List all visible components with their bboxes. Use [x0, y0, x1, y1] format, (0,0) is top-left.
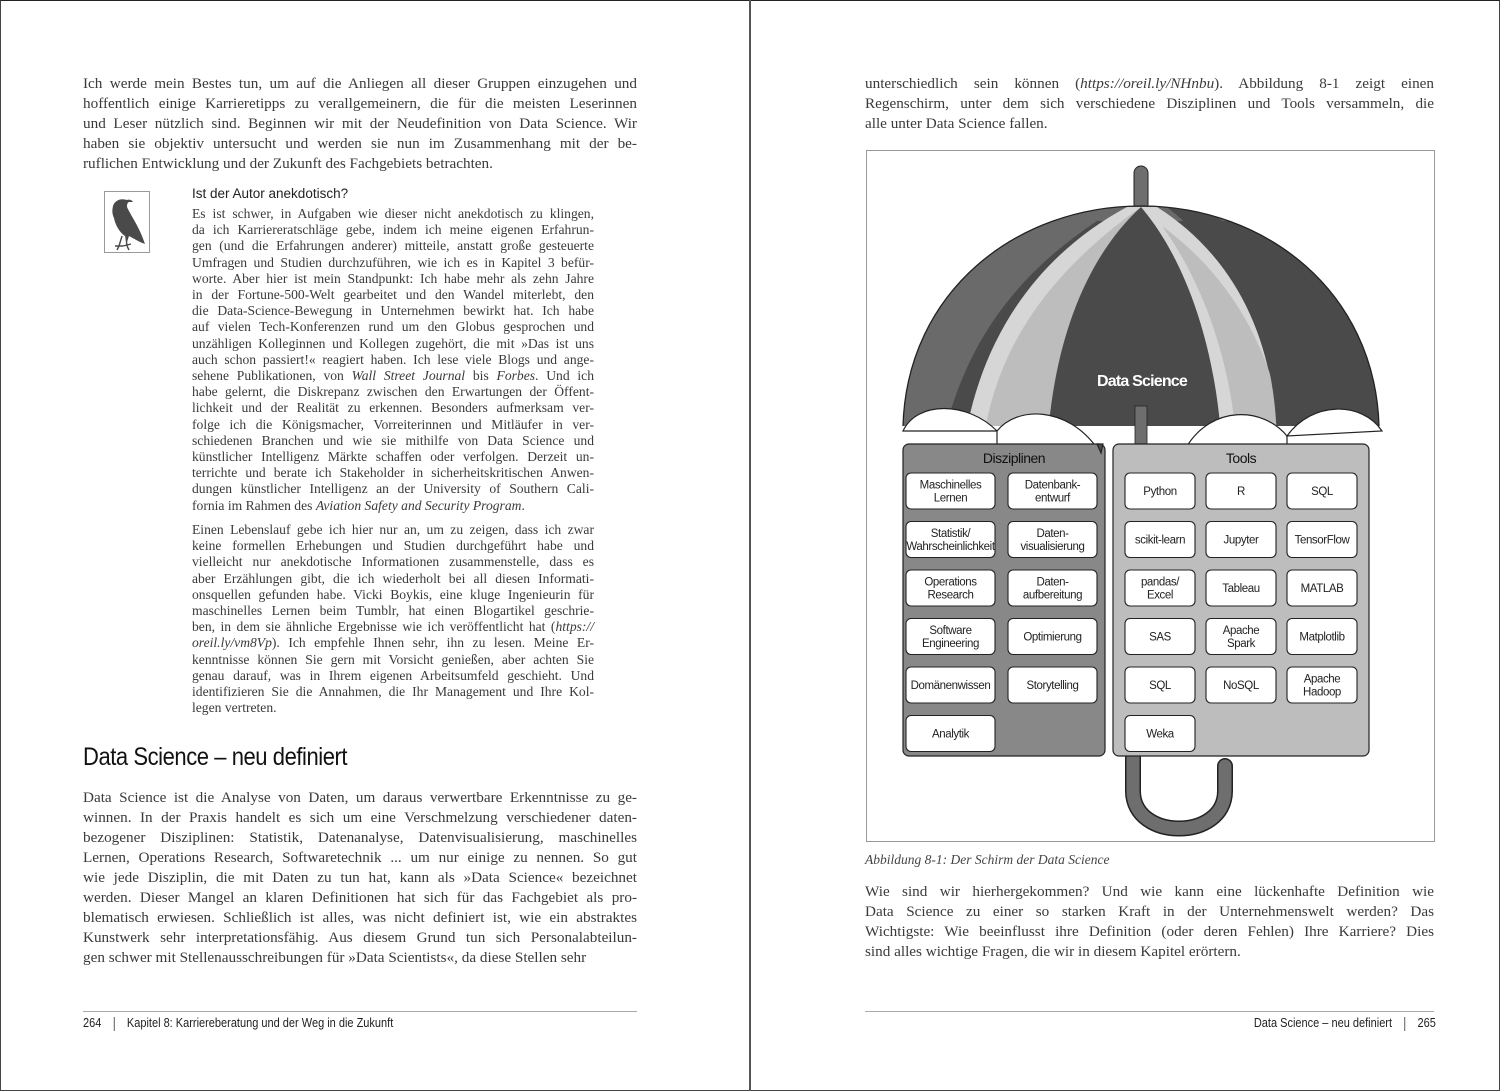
- page-number: 264: [83, 1016, 102, 1030]
- text-line: Kunstwerk sehr interpretationsfähig. Aus diesem Grund tun sich Personalabteilun-: [83, 929, 637, 946]
- discipline-box: [906, 570, 995, 606]
- running-header-chapter: Kapitel 8: Karriereberatung und der Weg in die Zukunft: [126, 1016, 394, 1030]
- tool-box: [1287, 473, 1357, 509]
- text-line: in der Fortune-500-Welt gearbeitet und den Wandel miterlebt, den: [192, 287, 594, 303]
- discipline-box: [1008, 570, 1097, 606]
- tool-box: [1206, 667, 1276, 703]
- box-label: Apache: [1222, 625, 1260, 637]
- text-line: fornia im Rahmen des Aviation Safety and Security Program.: [192, 497, 525, 513]
- footer-separator: [1404, 1017, 1405, 1031]
- text-line: und Leser nützlich sind. Beginnen wir mit der Neudefinition von Data Science. Wir: [83, 115, 637, 132]
- note-icon-box: [104, 191, 150, 253]
- box-label: Jupyter: [1223, 534, 1259, 547]
- tool-box: [1287, 522, 1357, 558]
- text-line: sind alles wichtige Fragen, die wir in diesem Kapitel erörtern.: [865, 943, 1241, 960]
- box-label: Maschinelles: [919, 479, 982, 492]
- tool-box: [1125, 570, 1195, 606]
- left-page: [0, 0, 749, 1091]
- discipline-box: [1008, 473, 1097, 509]
- umbrella-label: Data Science: [1096, 373, 1188, 390]
- text-line: werden. Dieser Mangel an klaren Definitionen hat sich für das Fachgebiet als pro-: [83, 889, 637, 906]
- tool-box: [1125, 473, 1195, 509]
- section-paragraph: [83, 788, 637, 968]
- text-line: bezogener Disziplinen: Statistik, Datenanalyse, Datenvisualisierung, maschinelles: [83, 829, 637, 846]
- text-line: Es ist schwer, in Aufgaben wie dieser nicht anekdotisch zu klingen,: [192, 206, 594, 221]
- discipline-box: [906, 473, 995, 509]
- umbrella-diagram: [867, 151, 1434, 841]
- text-line: aber Erzählungen gibt, die ich wiederholt bei all diesen Informati-: [192, 570, 594, 586]
- text-line: onsquellen gefunden habe. Vicki Boykis, eine kluge Ingenieurin für: [192, 586, 594, 602]
- text-line: ben, in dem sie ähnliche Ergebnisse wie ich veröffentlicht hat (https://: [192, 619, 594, 635]
- box-label: Daten-: [1036, 576, 1069, 589]
- box-label: Tableau: [1222, 583, 1260, 595]
- discipline-box: [1008, 522, 1097, 558]
- text-line: Data Science ist die Analyse von Daten, um daraus verwertbare Erkenntnisse zu ge-: [83, 789, 637, 806]
- tool-box: [1125, 667, 1195, 703]
- tool-box: [1287, 570, 1357, 606]
- text-line: terrichte und berate ich Stakeholder in sicherheitskritischen Anwen-: [192, 465, 594, 481]
- page-footer-right: [1254, 1016, 1436, 1031]
- text-line: Wichtigste: Wie beeinflusst ihre Definition (oder deren Fehlen) Ihre Karriere? Dies: [865, 923, 1434, 940]
- box-label: Matplotlib: [1299, 631, 1345, 644]
- text-line: lichkeit und der Realität zu erkennen. Besonders aufmerksam ver-: [192, 400, 594, 416]
- text-line: identifizieren Sie die Annahmen, die Ihr Management und Ihre Kol-: [192, 684, 594, 700]
- disciplines-title: Disziplinen: [982, 450, 1046, 466]
- text-line: maschinelles Lernen beim Tumblr, hat einen Blogartikel geschrie-: [192, 603, 594, 619]
- box-label: Statistik/: [930, 528, 971, 540]
- text-line: Wie sind wir hierhergekommen? Und wie kann eine lückenhafte Definition wie: [865, 883, 1434, 900]
- box-label: SAS: [1149, 631, 1171, 644]
- box-label: Domänenwissen: [910, 680, 991, 692]
- page-number: 265: [1417, 1016, 1436, 1030]
- text-line: oreil.ly/vm8Vp). Ich empfehle Ihnen sehr, ihn zu lesen. Meine Er-: [192, 635, 594, 651]
- tools-title: Tools: [1225, 450, 1257, 466]
- text-line: unzähligen Kolleginnen und Kollegen zugehört, die mit »Das ist uns: [192, 335, 594, 351]
- page-footer: [83, 1016, 393, 1031]
- box-label: Operations: [924, 576, 977, 589]
- text-line: keine formellen Erhebungen und Studien durchgeführt habe und: [192, 538, 594, 554]
- box-label: Datenbank-: [1024, 479, 1081, 492]
- tool-box: [1125, 716, 1195, 752]
- box-label: Wahrscheinlichkeit: [906, 541, 995, 553]
- box-label: NoSQL: [1223, 680, 1259, 692]
- text-line: legen vertreten.: [192, 700, 277, 716]
- note-paragraph-1: [192, 206, 594, 514]
- tool-box: [1206, 619, 1276, 655]
- figure-caption: Abbildung 8-1: Der Schirm der Data Science: [865, 852, 1110, 867]
- tool-box: [1125, 619, 1195, 655]
- text-line: Ich werde mein Bestes tun, um auf die Anliegen all dieser Gruppen einzugehen und: [83, 75, 637, 92]
- note-title: Ist der Autor anekdotisch?: [192, 186, 349, 201]
- figure-umbrella: [866, 150, 1435, 842]
- tool-box: [1206, 522, 1276, 558]
- text-line: auf vielen Tech-Konferenzen rund um den Globus gesprochen und: [192, 319, 594, 335]
- tool-box: [1206, 473, 1276, 509]
- tool-box: [1287, 619, 1357, 655]
- tool-box: [1125, 522, 1195, 558]
- box-label: Daten-: [1036, 528, 1069, 540]
- box-label: MATLAB: [1300, 583, 1344, 595]
- text-line: haben sie objektiv untersucht und werden sie nun im Zusammenhang mit der be-: [83, 135, 637, 152]
- box-label: Lernen: [933, 492, 968, 505]
- text-line: blematisch erwiesen. Schließlich ist alles, was nicht definiert ist, wie ein abstraktes: [83, 909, 637, 926]
- tool-box: [1287, 667, 1357, 703]
- box-label: aufbereitung: [1022, 589, 1083, 602]
- text-line: folge ich die Königsmacher, Vorreiterinnen und Mitläufer in ver-: [192, 416, 594, 432]
- footer-separator: [114, 1017, 115, 1031]
- box-label: TensorFlow: [1294, 534, 1350, 547]
- text-line: genau darauf, was in Ihrem eigenen Arbeitsumfeld geschieht. Und: [192, 667, 594, 683]
- discipline-box: [906, 619, 995, 655]
- box-label: SQL: [1149, 680, 1171, 692]
- text-line: ruflichen Entwicklung und der Zukunft des Fachgebiets betrachten.: [83, 155, 493, 172]
- box-label: entwurf: [1035, 492, 1070, 505]
- intro-paragraph: [865, 74, 1434, 134]
- text-line: da ich Karriereratschläge gebe, indem ich meine eigenen Erfahrun-: [192, 222, 594, 238]
- note-paragraph-2: [192, 522, 594, 716]
- box-label: Research: [927, 589, 974, 602]
- text-line: Data Science zu einer so starken Kraft in der Unternehmenswelt werden? Das: [865, 903, 1434, 920]
- text-line: wie jede Disziplin, die mit Daten zu tun hat, kann als »Data Science« bezeichnet: [83, 869, 637, 886]
- text-line: Umfragen und Studien durchzuführen, wie ich es in Kapitel 3 befür-: [192, 254, 594, 270]
- discipline-box: [1008, 667, 1097, 703]
- box-label: visualisierung: [1020, 541, 1085, 553]
- text-line: vielleicht nur anekdotische Informationen zusammenstelle, dass es: [192, 554, 594, 570]
- text-line: Regenschirm, unter dem sich verschiedene Disziplinen und Tools versammeln, die: [865, 95, 1434, 112]
- footer-rule-right: [865, 1011, 1434, 1012]
- text-line: auch schon passiert!« reagiert haben. Ich lese viele Blogs und ange-: [192, 351, 594, 367]
- tool-box: [1206, 570, 1276, 606]
- discipline-box: [906, 667, 995, 703]
- closing-paragraph: [865, 882, 1434, 962]
- text-line: dungen künstlicher Intelligenz an der University of Southern Cali-: [192, 481, 594, 497]
- box-label: Apache: [1303, 673, 1341, 686]
- intro-paragraph: [83, 74, 637, 174]
- box-label: Engineering: [922, 638, 979, 650]
- text-line: die Data-Science-Bewegung in Unternehmen bewirkt hat. Ich habe: [192, 303, 594, 319]
- text-line: hoffentlich einige Karrieretipps zu verallgemeinern, die für die meisten Leserinnen: [83, 95, 637, 112]
- box-label: Weka: [1146, 728, 1174, 741]
- text-line: schiedenen Branchen und wie sie mithilfe von Data Science und: [192, 432, 594, 448]
- box-label: Hadoop: [1303, 686, 1341, 699]
- box-label: Software: [929, 625, 972, 637]
- box-label: pandas/: [1140, 576, 1180, 589]
- box-label: scikit-learn: [1134, 534, 1186, 547]
- text-line: Lernen, Operations Research, Softwaretechnik ... um nur einige zu nennen. So gut: [83, 849, 637, 866]
- box-label: Analytik: [931, 728, 970, 741]
- umbrella-tip: [1134, 166, 1148, 211]
- box-label: Excel: [1146, 589, 1174, 602]
- footer-rule: [83, 1011, 637, 1012]
- text-line: winnen. In der Praxis handelt es sich um eine Verschmelzung verschiedener daten-: [83, 809, 637, 826]
- box-label: Storytelling: [1026, 680, 1079, 692]
- crow-icon: [105, 192, 149, 252]
- box-label: R: [1237, 486, 1245, 498]
- box-label: Python: [1143, 486, 1177, 498]
- text-line: worte. Aber hier ist mein Standpunkt: Ich habe mehr als zehn Jahre: [192, 270, 594, 286]
- text-line: gen schwer mit Stellenausschreibungen für »Data Scientists«, da diese Stellen sehr: [83, 949, 587, 966]
- text-line: Einen Lebenslauf gebe ich hier nur an, um zu zeigen, dass ich zwar: [192, 522, 594, 537]
- text-line: kenntnisse können Sie gern mit Vorsicht genießen, aber achten Sie: [192, 651, 594, 667]
- section-heading: Data Science – neu definiert: [83, 743, 348, 771]
- discipline-box: [1008, 619, 1097, 655]
- running-header-section: Data Science – neu definiert: [1253, 1016, 1393, 1030]
- text-line: künstlicher Intelligenz Märkte schaffen oder verfolgen. Derzeit un-: [192, 449, 594, 465]
- umbrella-shaft: [1135, 406, 1147, 446]
- text-line: sehene Publikationen, von Wall Street Journal bis Forbes. Und ich: [192, 368, 594, 384]
- text-line: habe gelernt, die Diskrepanz zwischen den Erwartungen der Öffent-: [192, 384, 594, 400]
- box-label: SQL: [1311, 486, 1333, 498]
- text-line: gen (und die Erfahrungen anderer) mitteile, anstatt große gesteuerte: [192, 238, 594, 254]
- text-line: alle unter Data Science fallen.: [865, 115, 1048, 132]
- discipline-box: [906, 522, 996, 558]
- box-label: Optimierung: [1023, 631, 1082, 644]
- discipline-box: [906, 716, 995, 752]
- box-label: Spark: [1226, 638, 1256, 650]
- text-line: unterschiedlich sein können (https://oreil.ly/NHnbu). Abbildung 8-1 zeigt einen: [865, 75, 1434, 92]
